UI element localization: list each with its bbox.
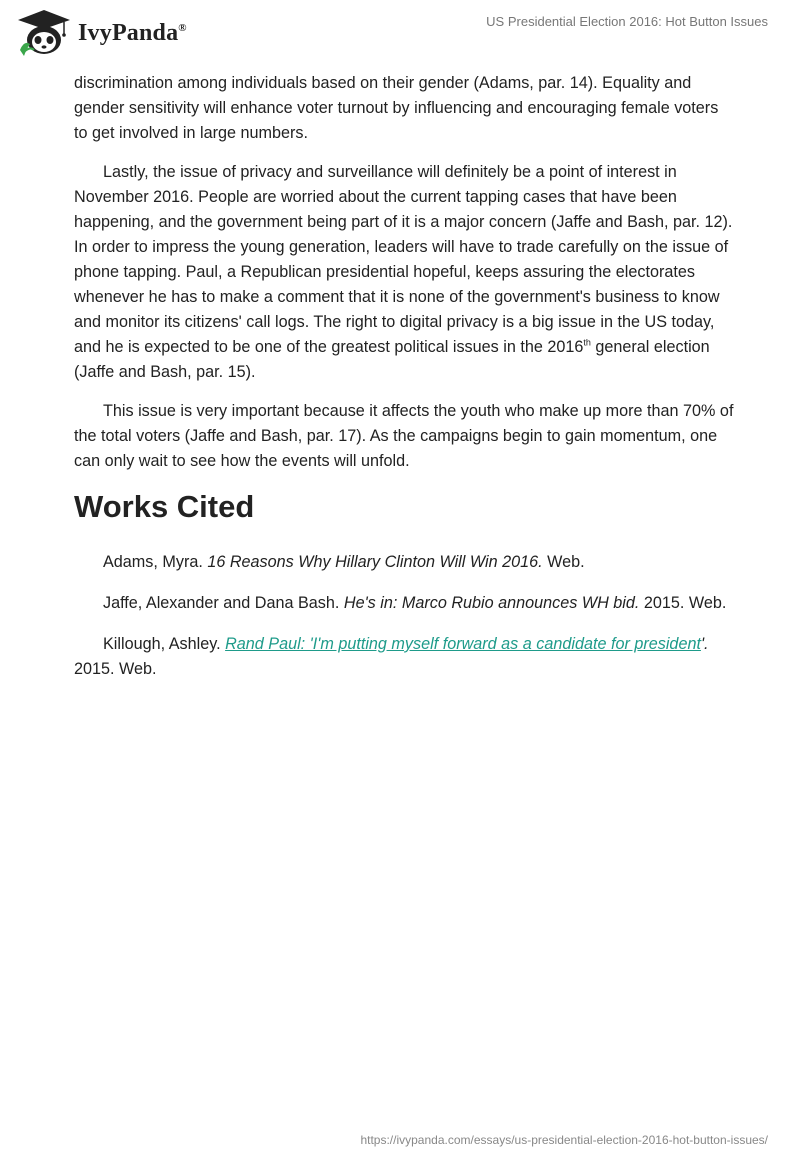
- panda-logo-icon: [14, 8, 74, 58]
- logo[interactable]: [14, 8, 187, 58]
- brand-name: IvyPanda®: [78, 19, 187, 46]
- citation-killough: Killough, Ashley. Rand Paul: 'I'm putting myself forward as a candidate for president'. 2015. Web.: [74, 635, 709, 678]
- paragraph-youth: This issue is very important because it affects the youth who make up more than 70% of the total voters (Jaffe and Bash, par. 17). As the campaigns begin to gain momentum, one can only wait to see how the events will unfold.: [74, 402, 734, 470]
- paragraph-gender: discrimination among individuals based on their gender (Adams, par. 14). Equality and gender sensitivity will enhance voter turnout by influencing and encouraging female voters to get involved in large numbers.: [74, 74, 719, 142]
- citation-adams: Adams, Myra. 16 Reasons Why Hillary Clinton Will Win 2016. Web.: [103, 553, 585, 571]
- essay-content: [74, 71, 734, 698]
- citation-link-rand-paul[interactable]: Rand Paul: 'I'm putting myself forward as a candidate for president: [225, 635, 701, 653]
- citation-jaffe: Jaffe, Alexander and Dana Bash. He's in: Marco Rubio announces WH bid. 2015. Web.: [103, 594, 727, 612]
- document-header-title: US Presidential Election 2016: Hot Button Issues: [486, 14, 768, 29]
- works-cited-heading: Works Cited: [74, 489, 255, 524]
- footer-url: https://ivypanda.com/essays/us-presidential-election-2016-hot-button-issues/: [360, 1133, 768, 1147]
- paragraph-privacy: Lastly, the issue of privacy and surveillance will definitely be a point of interest in November 2016. People are worried about the current tapping cases that have been happening, and the government being part of it is a major concern (Jaffe and Bash, par. 12). In order to impress the young generation, leaders will have to trade carefully on the issue of phone tapping. Paul, a Republican presidential hopeful, keeps assuring the electorates whenever he has to make a comment that it is none of the government's business to know and monitor its citizens' call logs. The right to digital privacy is a big issue in the US today, and he is expected to be one of the greatest political issues in the 2016th general election (Jaffe and Bash, par. 15).: [74, 163, 733, 381]
